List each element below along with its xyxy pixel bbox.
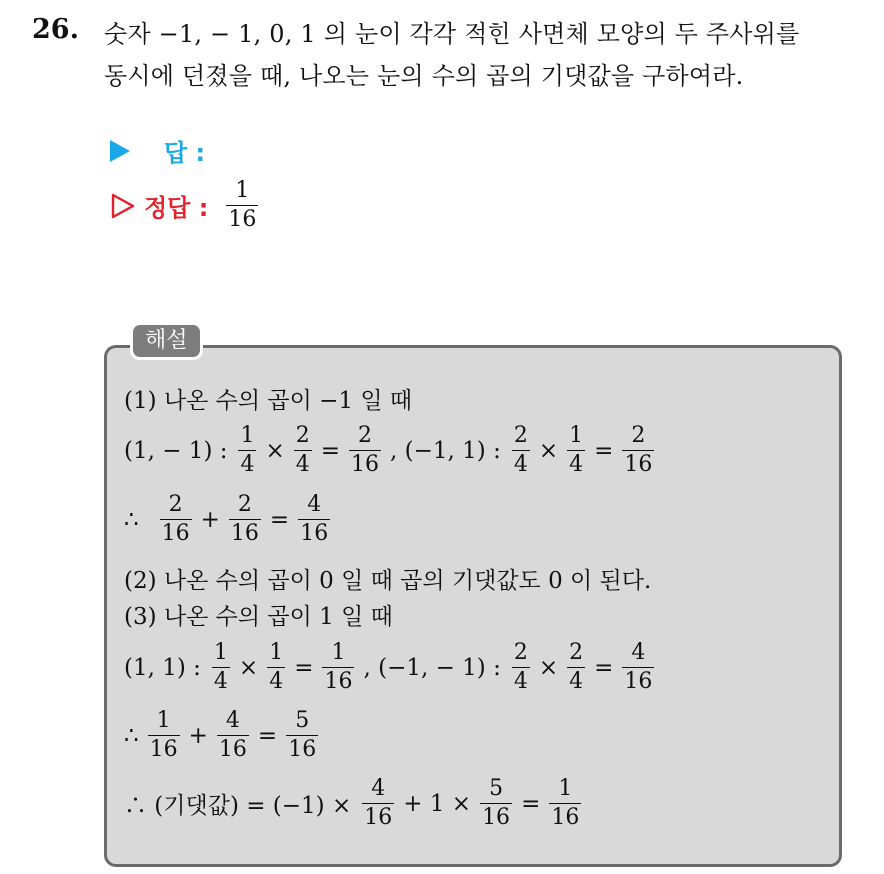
equals-sign: =	[594, 654, 614, 681]
pair-label: , (−1, 1) :	[390, 437, 501, 464]
denominator: 4	[513, 452, 528, 477]
question-text-line2: 동시에 던졌을 때, 나오는 눈의 수의 곱의 기댓값을 구하여라.	[104, 62, 744, 90]
numerator: 1	[240, 423, 255, 448]
numerator: 1	[558, 776, 573, 801]
fraction	[322, 642, 354, 693]
fraction	[294, 425, 312, 476]
numerator: 2	[513, 423, 528, 448]
fraction-numerator: 1	[235, 178, 250, 203]
correct-answer-fraction	[226, 180, 258, 231]
numerator: 2	[237, 492, 252, 517]
fraction	[567, 425, 585, 476]
fraction	[362, 778, 394, 829]
solution-case1-equation	[124, 425, 657, 476]
times-sign: ×	[265, 437, 285, 464]
numerator: 1	[569, 423, 584, 448]
denominator: 4	[269, 669, 284, 694]
fraction	[217, 710, 249, 761]
fraction	[286, 710, 318, 761]
fraction	[512, 425, 530, 476]
numerator: 4	[371, 776, 386, 801]
equals-sign: =	[294, 654, 314, 681]
denominator: 4	[240, 452, 255, 477]
denominator: 4	[513, 669, 528, 694]
fraction	[212, 642, 230, 693]
solution-tab: 해설	[130, 322, 203, 360]
numerator: 1	[213, 640, 228, 665]
denominator: 16	[624, 669, 653, 694]
denominator: 16	[149, 737, 178, 762]
fraction	[622, 425, 654, 476]
equals-sign: =	[269, 506, 290, 533]
numerator: 2	[168, 492, 183, 517]
therefore-sign: ∴	[124, 506, 139, 533]
solution-case3-title: (3) 나온 수의 곱이 1 일 때	[124, 604, 393, 630]
fraction	[480, 778, 512, 829]
denominator: 16	[288, 737, 317, 762]
fraction	[298, 494, 330, 545]
fraction	[238, 425, 256, 476]
plus-one-times: + 1 ×	[403, 790, 472, 817]
numerator: 2	[295, 423, 310, 448]
solution-case3-equation	[124, 642, 657, 693]
numerator: 2	[513, 640, 528, 665]
numerator: 4	[307, 492, 322, 517]
denominator: 4	[213, 669, 228, 694]
numerator: 5	[295, 708, 310, 733]
solution-case1-title: (1) 나온 수의 곱이 −1 일 때	[124, 388, 413, 414]
pair-label: (1, − 1) :	[124, 437, 228, 464]
denominator: 16	[624, 452, 653, 477]
numerator: 4	[631, 640, 646, 665]
play-triangle-filled-icon	[110, 140, 130, 162]
denominator: 16	[482, 805, 511, 830]
denominator: 4	[569, 452, 584, 477]
denominator: 16	[351, 452, 380, 477]
denominator: 16	[161, 521, 190, 546]
numerator: 2	[358, 423, 373, 448]
fraction	[567, 642, 585, 693]
expected-value-prefix: ∴ (기댓값) = (−1) ×	[124, 793, 352, 819]
play-triangle-outline-icon	[110, 193, 136, 219]
correct-answer-label: 정답 :	[144, 194, 209, 222]
denominator: 16	[324, 669, 353, 694]
fraction	[349, 425, 381, 476]
answer-row	[110, 133, 205, 168]
therefore-sign: ∴	[124, 722, 139, 749]
solution-case1-sum	[124, 494, 333, 545]
fraction	[148, 710, 180, 761]
numerator: 1	[331, 640, 346, 665]
numerator: 1	[156, 708, 171, 733]
fraction	[267, 642, 285, 693]
denominator: 16	[218, 737, 247, 762]
denominator: 16	[364, 805, 393, 830]
question-number: 26.	[32, 14, 79, 45]
answer-label: 답 :	[164, 139, 206, 167]
question-text-line1: 숫자 −1, − 1, 0, 1 의 눈이 각각 적힌 사면체 모양의 두 주사위를	[104, 20, 800, 48]
plus-sign: +	[200, 506, 220, 533]
fraction	[622, 642, 654, 693]
pair-label: (1, 1) :	[124, 654, 201, 681]
solution-case3-sum	[124, 710, 321, 761]
denominator: 16	[300, 521, 329, 546]
equals-sign: =	[594, 437, 614, 464]
numerator: 1	[269, 640, 284, 665]
equals-sign: =	[257, 722, 278, 749]
fraction	[549, 778, 581, 829]
times-sign: ×	[538, 437, 559, 464]
plus-sign: +	[188, 722, 208, 749]
times-sign: ×	[538, 654, 559, 681]
fraction-denominator: 16	[228, 207, 257, 232]
denominator: 4	[569, 669, 584, 694]
correct-answer-row	[110, 180, 258, 231]
equals-sign: =	[320, 437, 341, 464]
solution-expected-value	[124, 778, 584, 829]
numerator: 2	[631, 423, 646, 448]
solution-case2: (2) 나온 수의 곱이 0 일 때 곱의 기댓값도 0 이 된다.	[124, 568, 652, 594]
fraction	[512, 642, 530, 693]
pair-label: , (−1, − 1) :	[363, 654, 501, 681]
fraction	[229, 494, 261, 545]
denominator: 16	[230, 521, 259, 546]
denominator: 4	[295, 452, 310, 477]
equals-sign: =	[521, 790, 541, 817]
numerator: 5	[489, 776, 504, 801]
times-sign: ×	[238, 654, 259, 681]
denominator: 16	[551, 805, 580, 830]
numerator: 4	[225, 708, 240, 733]
fraction	[160, 494, 192, 545]
numerator: 2	[569, 640, 584, 665]
